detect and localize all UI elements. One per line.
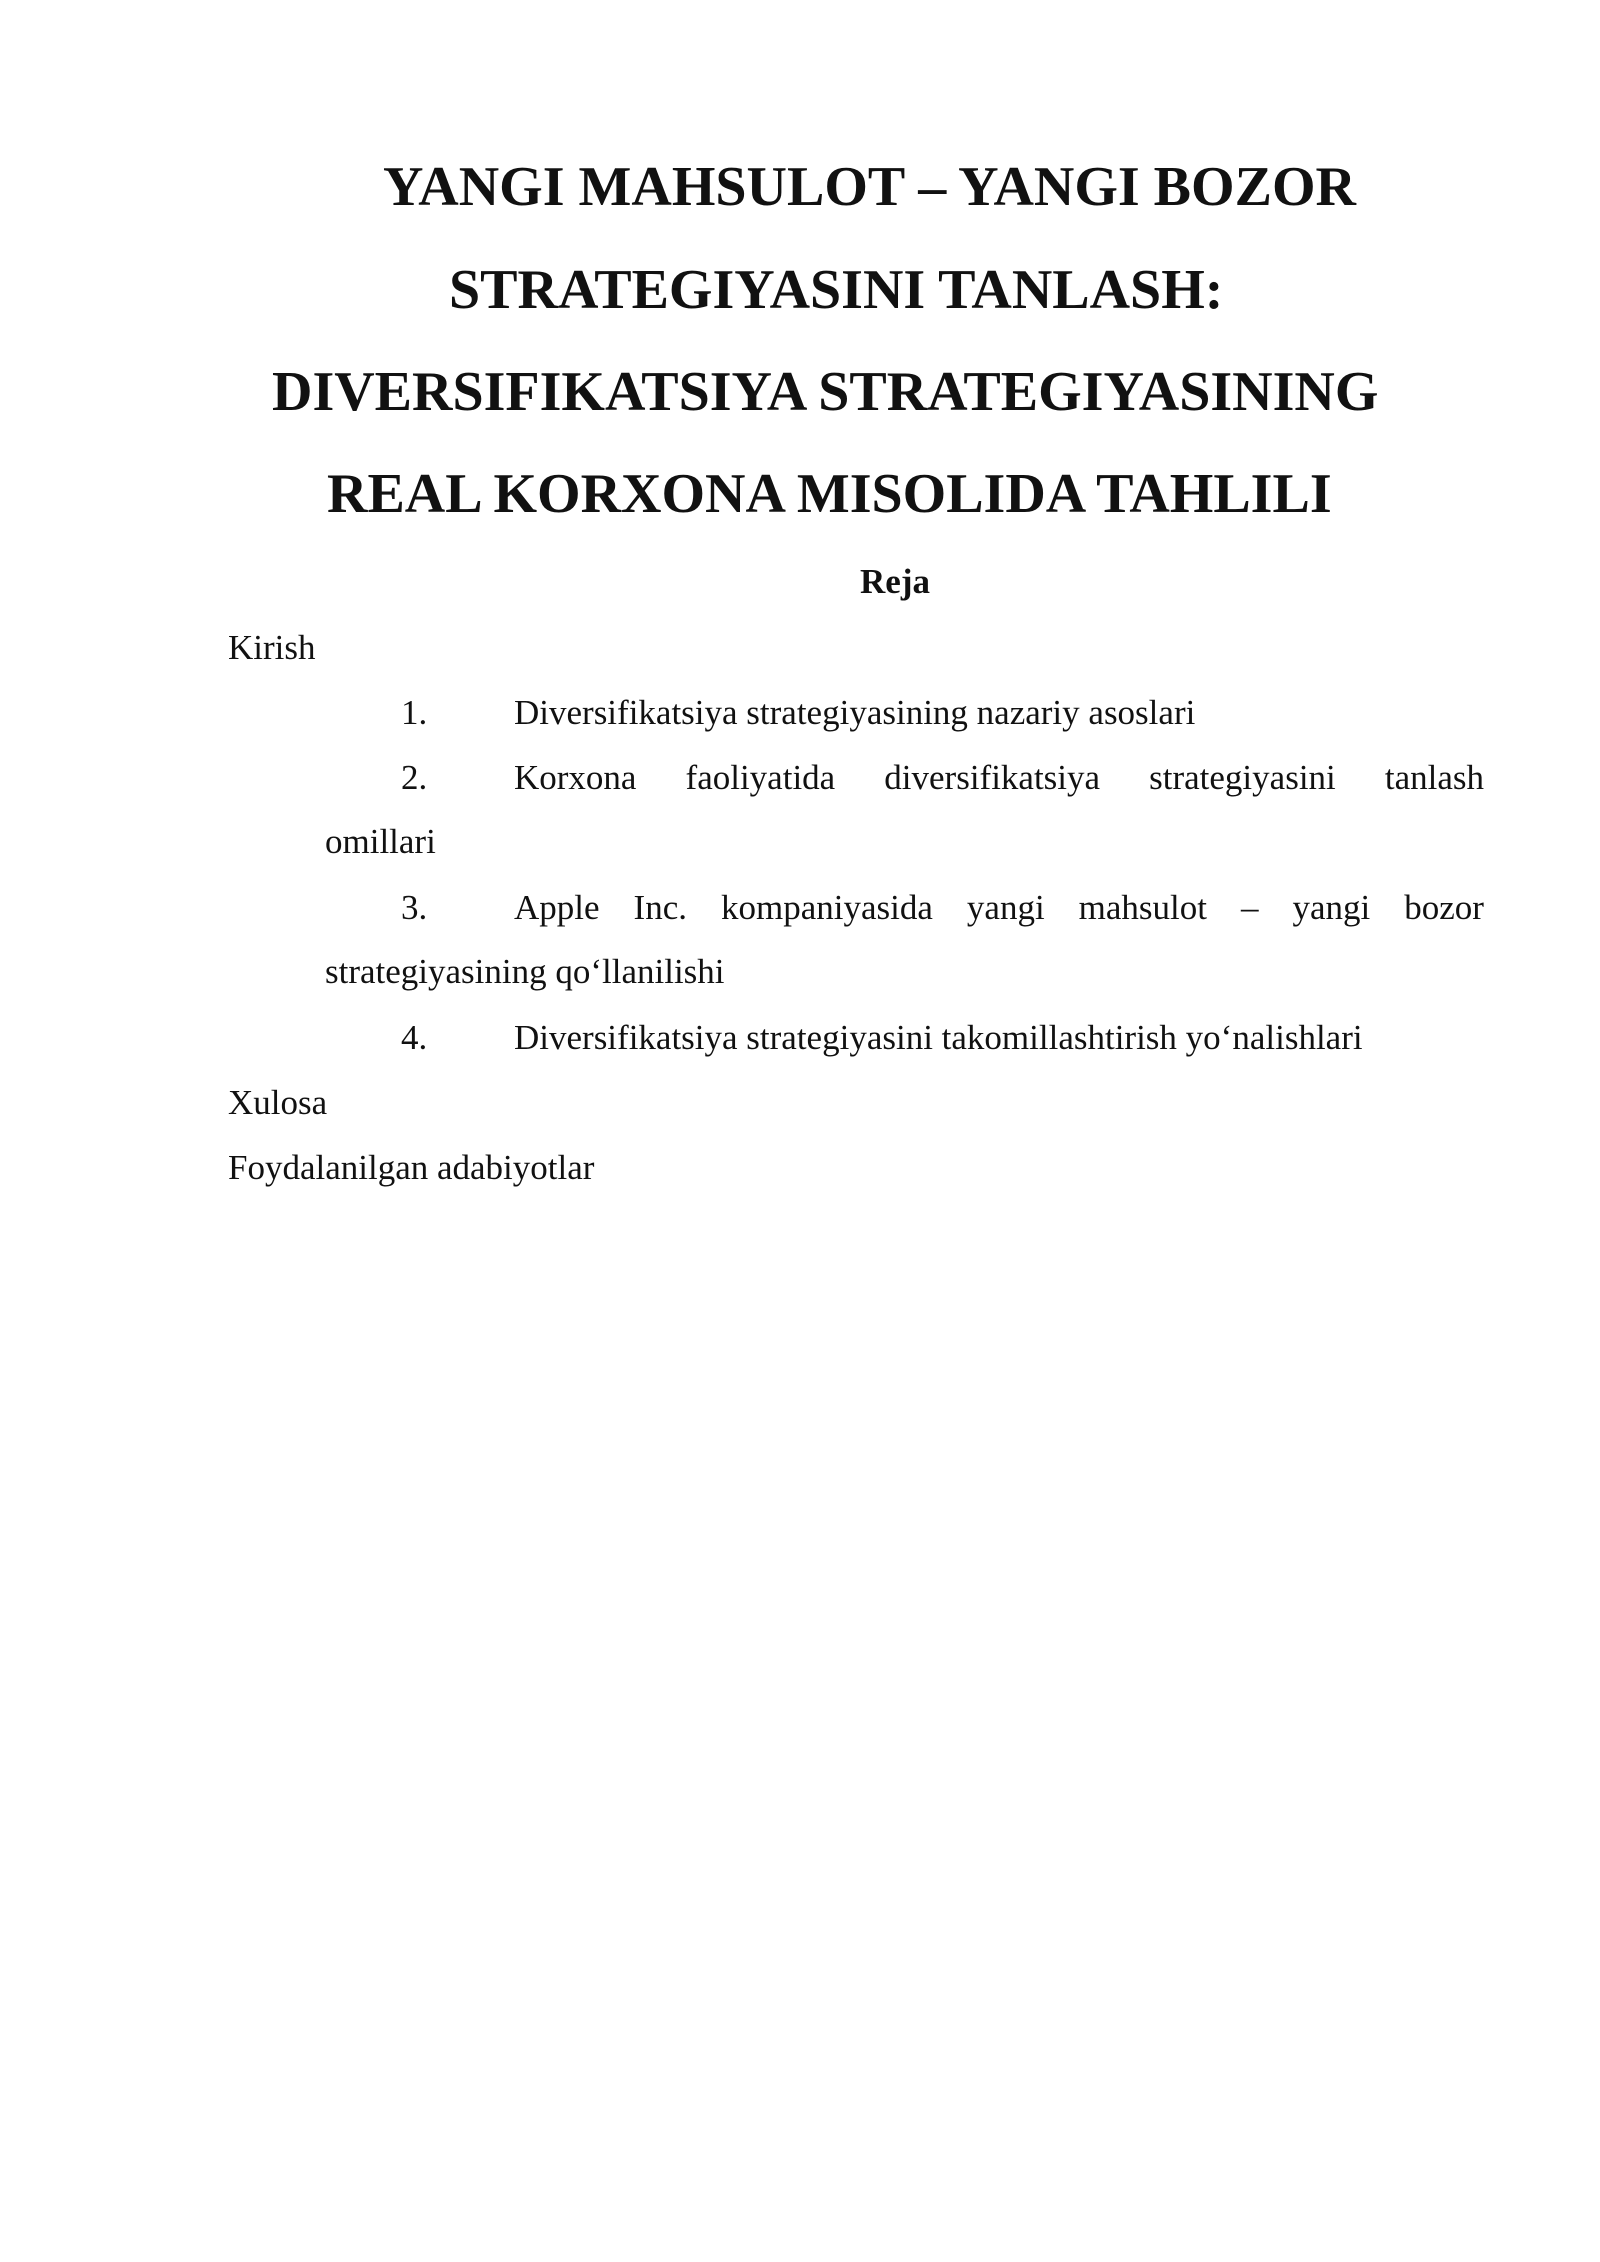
plan-heading [0,562,1600,602]
item-3-text [514,888,1484,928]
item-1-number: 1. [401,693,428,732]
plan-heading-text: Reja [860,562,930,601]
item-3-continuation: strategiyasining qo‘llanilishi [325,952,725,991]
title-line-4: REAL KORXONA MISOLIDA TAHLILI [327,463,1332,525]
title-line-1: YANGI MAHSULOT – YANGI BOZOR [383,156,1356,218]
item-3-word: kompaniyasida [721,888,933,927]
item-2-continuation: omillari [325,822,436,861]
title-line-3: DIVERSIFIKATSIYA STRATEGIYASINING [272,361,1379,423]
item-2-word: tanlash [1384,758,1484,797]
item-2-word: Korxona [514,758,637,797]
item-4-number: 4. [401,1018,428,1057]
item-3-word: Apple [514,888,600,927]
item-3-word: – [1241,888,1259,927]
item-3-word: bozor [1404,888,1484,927]
item-2-word: strategiyasini [1149,758,1336,797]
item-3-word: yangi [1292,888,1371,927]
item-2-word: faoliyatida [685,758,836,797]
item-2-number: 2. [401,758,428,797]
item-3-number: 3. [401,888,428,927]
item-3-word: mahsulot [1078,888,1207,927]
item-3-word: Inc. [633,888,687,927]
title-line-2: STRATEGIYASINI TANLASH: [449,259,1224,321]
item-3-word: yangi [966,888,1045,927]
references-entry: Foydalanilgan adabiyotlar [228,1148,595,1187]
item-2-text [514,758,1484,798]
item-1-text: Diversifikatsiya strategiyasining nazariy asoslari [514,693,1196,732]
intro-entry: Kirish [228,628,316,667]
conclusion-entry: Xulosa [228,1083,328,1122]
item-2-word: diversifikatsiya [884,758,1101,797]
item-4-text: Diversifikatsiya strategiyasini takomillashtirish yo‘nalishlari [514,1018,1363,1057]
